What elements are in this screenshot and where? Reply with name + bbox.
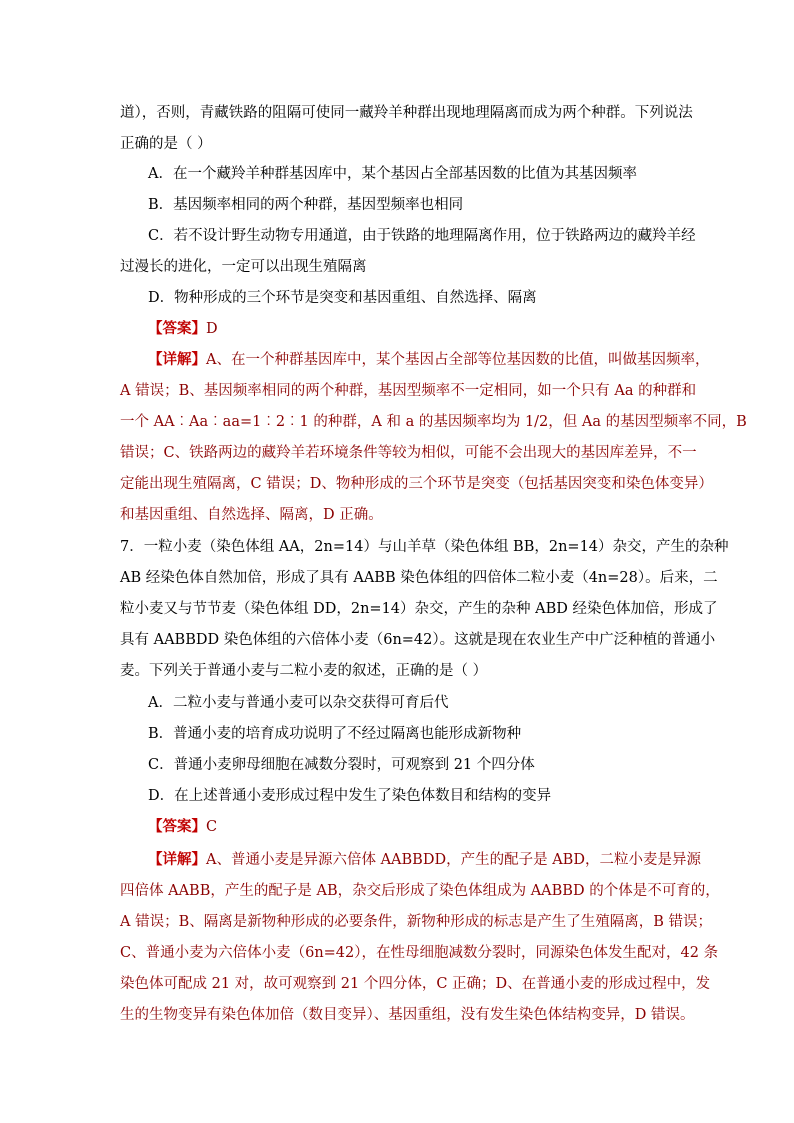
- prev-option-c: C．若不设计野生动物专用通道，由于铁路的地理隔离作用，位于铁路两边的藏羚羊经: [148, 228, 696, 244]
- q7-stem-line-1: 7．一粒小麦（染色体组 AA，2n=14）与山羊草（染色体组 BB，2n=14）杂交，产生的杂种: [120, 539, 729, 555]
- prev-option-c-cont: 过漫长的进化，一定可以出现生殖隔离: [120, 259, 367, 275]
- prev-explain-line-3: 一个 AA︰Aa︰aa=1︰2︰1 的种群，A 和 a 的基因频率均为 1/2，但 Aa 的基因型频率不同，B: [120, 414, 747, 430]
- q7-option-c: C．普通小麦卵母细胞在减数分裂时，可观察到 21 个四分体: [148, 757, 535, 773]
- prev-stem-line-2: 正确的是（ ）: [120, 136, 212, 152]
- prev-stem-line-1: 道），否则，青藏铁路的阻隔可使同一藏羚羊种群出现地理隔离而成为两个种群。下列说法: [120, 105, 693, 121]
- explain-text: A、在一个种群基因库中，某个基因占全部等位基因数的比值，叫做基因频率，: [206, 352, 710, 368]
- prev-answer: [148, 319, 218, 339]
- q7-explain-line-1: [148, 850, 701, 870]
- q7-stem-line-5: 麦。下列关于普通小麦与二粒小麦的叙述，正确的是（ ）: [120, 663, 488, 679]
- q7-stem-line-2: AB 经染色体自然加倍，形成了具有 AABB 染色体组的四倍体二粒小麦（4n=28）。后来，二: [120, 570, 718, 586]
- prev-option-d: D．物种形成的三个环节是突变和基因重组、自然选择、隔离: [148, 290, 537, 306]
- prev-explain-line-1: [148, 350, 709, 370]
- prev-explain-line-4: 错误；C、铁路两边的藏羚羊若环境条件等较为相似，可能不会出现大的基因库差异，不一: [120, 445, 697, 461]
- q7-option-d: D．在上述普通小麦形成过程中发生了染色体数目和结构的变异: [148, 788, 552, 804]
- q7-answer: [148, 817, 217, 837]
- q7-explain-line-3: A 错误；B、隔离是新物种形成的必要条件，新物种形成的标志是产生了生殖隔离，B 错误；: [120, 914, 712, 930]
- answer-value: C: [206, 819, 218, 835]
- q7-option-b: B．普通小麦的培育成功说明了不经过隔离也能形成新物种: [148, 726, 522, 742]
- explain-tag: 【详解】: [148, 351, 206, 368]
- q7-explain-line-2: 四倍体 AABB，产生的配子是 AB，杂交后形成了染色体组成为 AABBD 的个体是不可育的，: [120, 883, 720, 899]
- prev-explain-line-2: A 错误；B、基因频率相同的两个种群，基因型频率不一定相同，如一个只有 Aa 的种群和: [120, 383, 697, 399]
- explain-text: A、普通小麦是异源六倍体 AABBDD，产生的配子是 ABD，二粒小麦是异源: [206, 852, 701, 868]
- answer-tag: 【答案】: [148, 320, 206, 337]
- q7-stem-line-3: 粒小麦又与节节麦（染色体组 DD，2n=14）杂交，产生的杂种 ABD 经染色体加倍，形成了: [120, 601, 718, 617]
- explain-tag: 【详解】: [148, 851, 206, 868]
- prev-option-b: B．基因频率相同的两个种群，基因型频率也相同: [148, 197, 464, 213]
- prev-explain-line-5: 定能出现生殖隔离，C 错误；D、物种形成的三个环节是突变（包括基因突变和染色体变异）: [120, 476, 713, 492]
- q7-explain-line-4: C、普通小麦为六倍体小麦（6n=42），在性母细胞减数分裂时，同源染色体发生配对，42 条: [120, 945, 719, 961]
- answer-tag: 【答案】: [148, 818, 206, 835]
- answer-value: D: [206, 321, 218, 337]
- prev-option-a: A．在一个藏羚羊种群基因库中，某个基因占全部基因数的比值为其基因频率: [148, 166, 637, 182]
- q7-explain-line-6: 生的生物变异有染色体加倍（数目变异）、基因重组，没有发生染色体结构变异，D 错误。: [120, 1007, 695, 1023]
- q7-option-a: A．二粒小麦与普通小麦可以杂交获得可育后代: [148, 695, 449, 711]
- q7-explain-line-5: 染色体可配成 21 对，故可观察到 21 个四分体，C 正确；D、在普通小麦的形成过程中，发: [120, 976, 711, 992]
- prev-explain-line-6: 和基因重组、自然选择、隔离，D 正确。: [120, 507, 383, 523]
- q7-stem-line-4: 具有 AABBDD 染色体组的六倍体小麦（6n=42）。这就是现在农业生产中广泛种植的普通小: [120, 632, 716, 648]
